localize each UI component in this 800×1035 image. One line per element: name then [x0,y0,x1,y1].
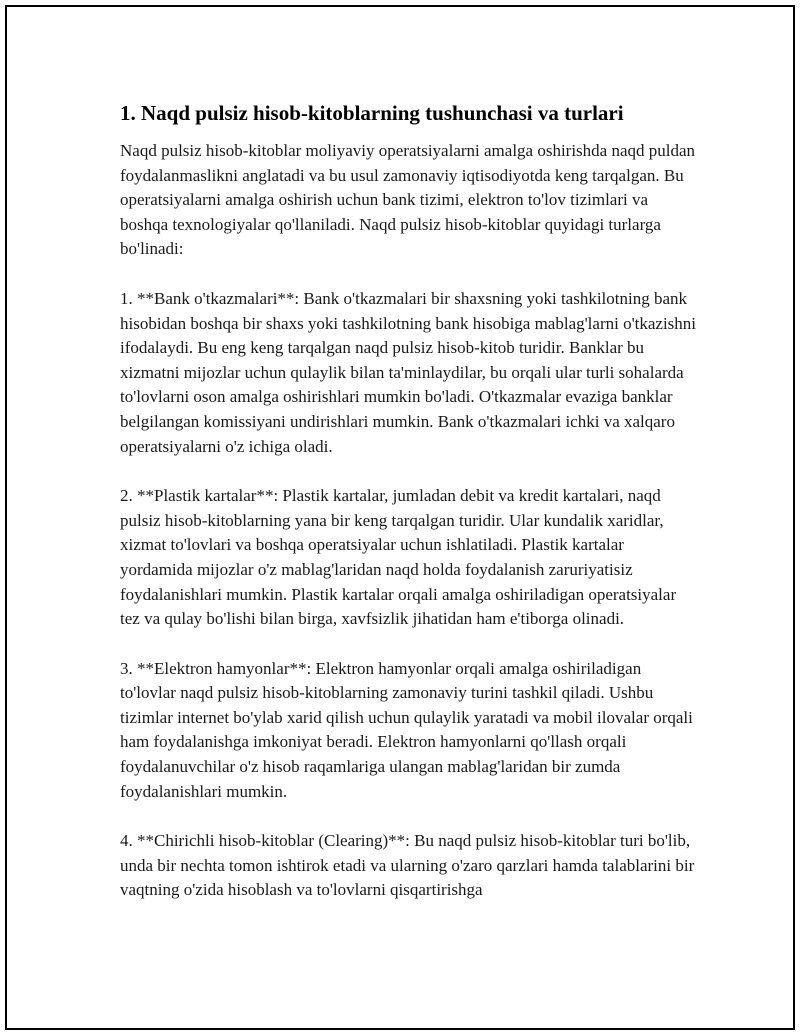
paragraph-bank-transfers: 1. **Bank o'tkazmalari**: Bank o'tkazmalari bir shaxsning yoki tashkilotning bank hisobidan boshqa bir shaxs yoki tashkilotning bank hisobiga mablag'larni o'tkazishni ifodalaydi. Bu eng keng tarqalgan naqd pulsiz hisob-kitob turidir. Banklar bu xizmatni mijozlar uchun qulaylik bilan ta'minlaydilar, bu orqali ular turli sohalarda to'lovlarni oson amalga oshirishlari mumkin bo'ladi. O'tkazmalar evaziga banklar belgilangan komissiyani undirishlari mumkin. Bank o'tkazmalari ichki va xalqaro operatsiyalarni o'z ichiga oladi. [120,288,697,456]
paragraph-clearing: 4. **Chirichli hisob-kitoblar (Clearing)**: Bu naqd pulsiz hisob-kitoblar turi bo'lib, unda bir nechta tomon ishtirok etadi va ularning o'zaro qarzlari hamda talablarini bir vaqtning o'zida hisoblash va to'lovlarni qisqartirishga [120,831,695,900]
document-body [120,99,700,928]
paragraph-plastic-cards: 2. **Plastik kartalar**: Plastik kartalar, jumladan debit va kredit kartalari, naqd pulsiz hisob-kitoblarning yana bir keng tarqalgan turidir. Ular kundalik xaridlar, xizmat to'lovlari va boshqa operatsiyalar uchun ishlatiladi. Plastik kartalar yordamida mijozlar o'z mablag'laridan naqd holda foydalanish zaruriyatisiz foydalanishlari mumkin. Plastik kartalar orqali amalga oshiriladigan operatsiyalar tez va qulay bo'lishi bilan birga, xavfsizlik jihatidan ham e'tiborga olinadi. [120,486,677,629]
page-frame [5,5,795,1030]
intro-paragraph: Naqd pulsiz hisob-kitoblar moliyaviy operatsiyalarni amalga oshirishda naqd puldan foydalanmaslikni anglatadi va bu usul zamonaviy iqtisodiyotda keng tarqalgan. Bu operatsiyalarni amalga oshirish uchun bank tizimi, elektron to'lov tizimlari va boshqa texnologiyalar qo'llaniladi. Naqd pulsiz hisob-kitoblar quyidagi turlarga bo'linadi: [120,141,696,259]
paragraph-e-wallets: 3. **Elektron hamyonlar**: Elektron hamyonlar orqali amalga oshiriladigan to'lovlar naqd pulsiz hisob-kitoblarning zamonaviy turini tashkil qiladi. Ushbu tizimlar internet bo'ylab xarid qilish uchun qulaylik yaratadi va mobil ilovalar orqali ham foydalanishga imkoniyat beradi. Elektron hamyonlarni qo'llash orqali foydalanuvchilar o'z hisob raqamlariga ulangan mablag'laridan bir zumda foydalanishlari mumkin. [120,658,693,801]
section-heading: 1. Naqd pulsiz hisob-kitoblarning tushunchasi va turlari [120,101,624,125]
